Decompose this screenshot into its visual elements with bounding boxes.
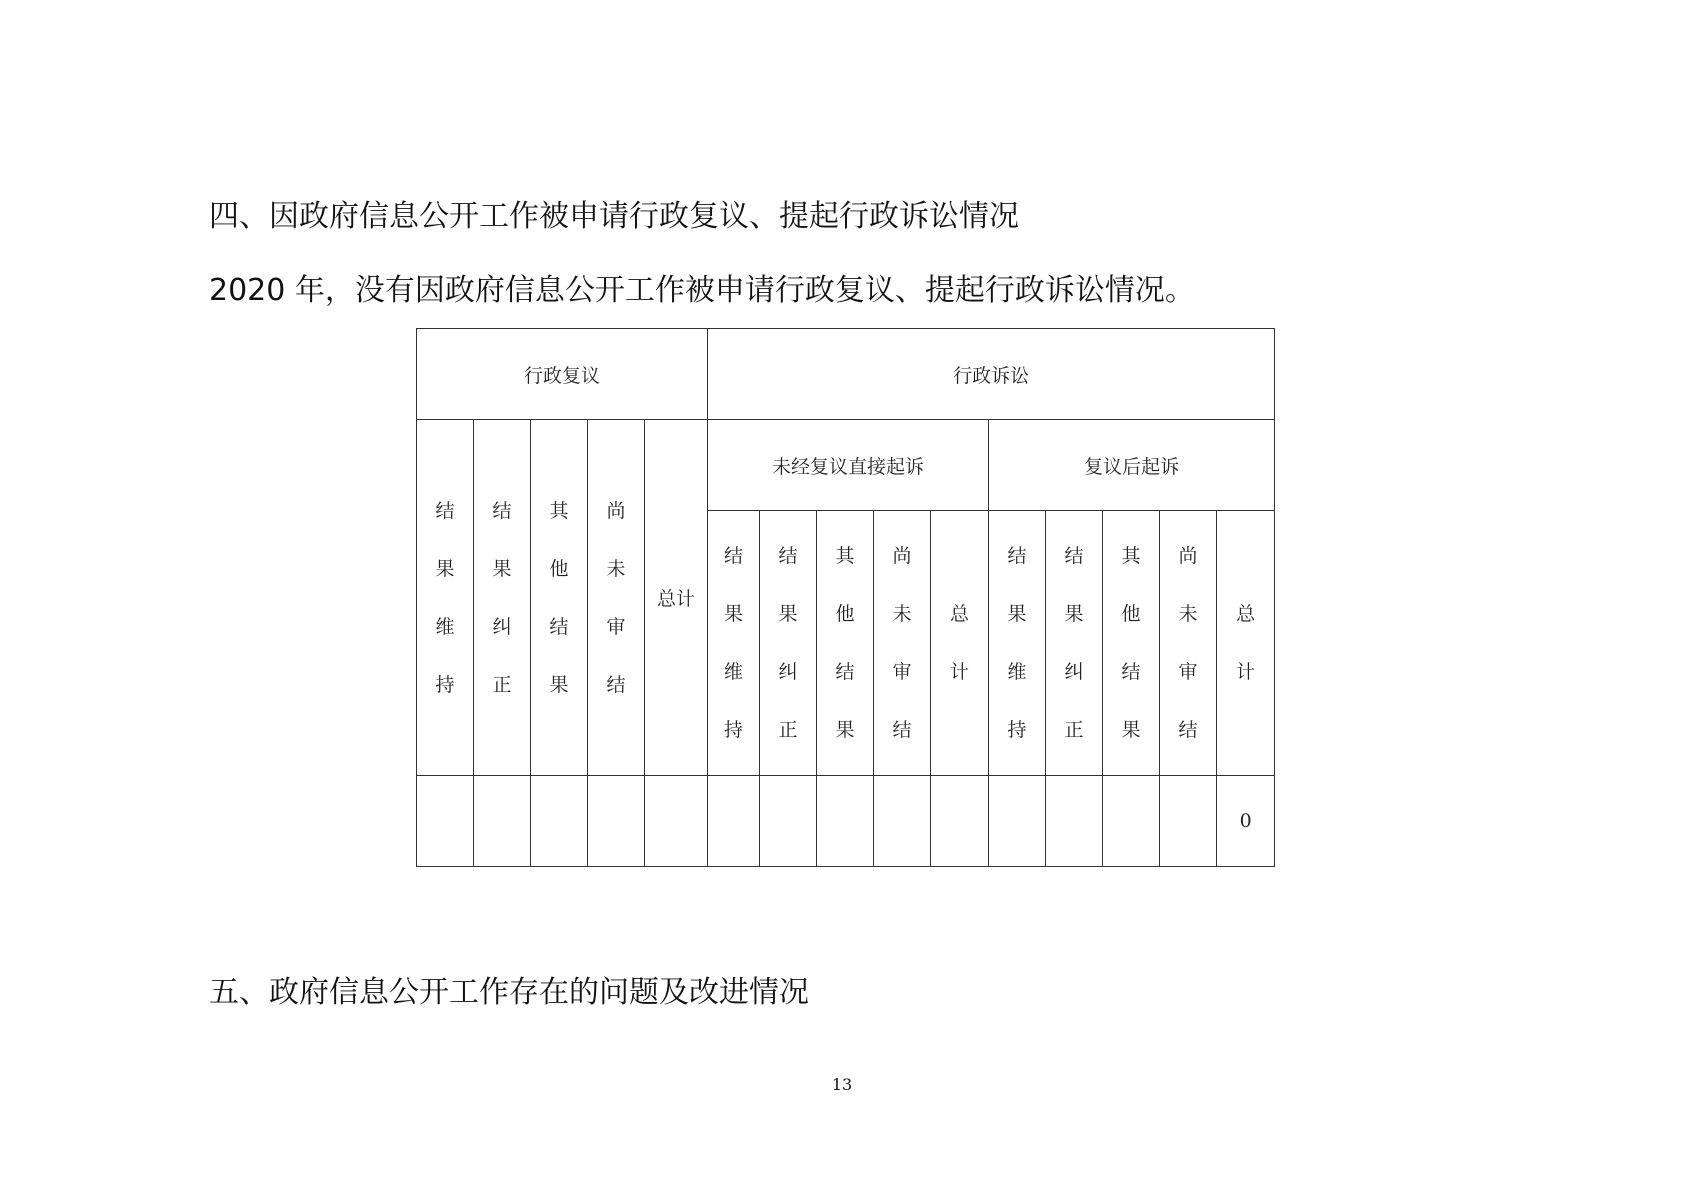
header-direct-suit: 未经复议直接起诉 xyxy=(708,420,989,511)
section-four-paragraph: 2020 年，没有因政府信息公开工作被申请行政复议、提起行政诉讼情况。 xyxy=(209,273,1195,308)
page-number: 13 xyxy=(831,1075,853,1094)
header-after-review-suit: 复议后起诉 xyxy=(989,420,1275,511)
data-cell xyxy=(708,776,760,867)
review-col-header: 结果维持 xyxy=(417,420,474,776)
data-cell xyxy=(645,776,708,867)
data-cell xyxy=(474,776,531,867)
review-litigation-table xyxy=(416,328,1275,867)
review-col-header: 尚未审结 xyxy=(588,420,645,776)
section-five-heading: 五、政府信息公开工作存在的问题及改进情况 xyxy=(209,975,809,1010)
data-cell xyxy=(588,776,645,867)
data-cell xyxy=(760,776,817,867)
header-admin-litigation: 行政诉讼 xyxy=(708,329,1275,420)
direct-col-header: 结果纠正 xyxy=(760,511,817,776)
data-cell xyxy=(817,776,874,867)
data-cell xyxy=(531,776,588,867)
direct-col-header: 结果维持 xyxy=(708,511,760,776)
header-admin-review: 行政复议 xyxy=(417,329,708,420)
review-col-header: 结果纠正 xyxy=(474,420,531,776)
data-cell xyxy=(1103,776,1160,867)
review-col-header-total: 总计 xyxy=(645,420,708,776)
direct-col-header-total: 总计 xyxy=(931,511,989,776)
after-review-col-header: 尚未审结 xyxy=(1160,511,1217,776)
data-cell xyxy=(931,776,989,867)
table-row xyxy=(417,776,1275,867)
data-cell xyxy=(1046,776,1103,867)
after-review-col-header-total: 总计 xyxy=(1217,511,1275,776)
after-review-col-header: 其他结果 xyxy=(1103,511,1160,776)
direct-col-header: 其他结果 xyxy=(817,511,874,776)
data-cell-total: 0 xyxy=(1217,776,1275,867)
data-cell xyxy=(417,776,474,867)
after-review-col-header: 结果维持 xyxy=(989,511,1046,776)
data-cell xyxy=(989,776,1046,867)
section-four-heading: 四、因政府信息公开工作被申请行政复议、提起行政诉讼情况 xyxy=(209,199,1019,234)
review-col-header: 其他结果 xyxy=(531,420,588,776)
direct-col-header: 尚未审结 xyxy=(874,511,931,776)
data-cell xyxy=(874,776,931,867)
after-review-col-header: 结果纠正 xyxy=(1046,511,1103,776)
data-cell xyxy=(1160,776,1217,867)
